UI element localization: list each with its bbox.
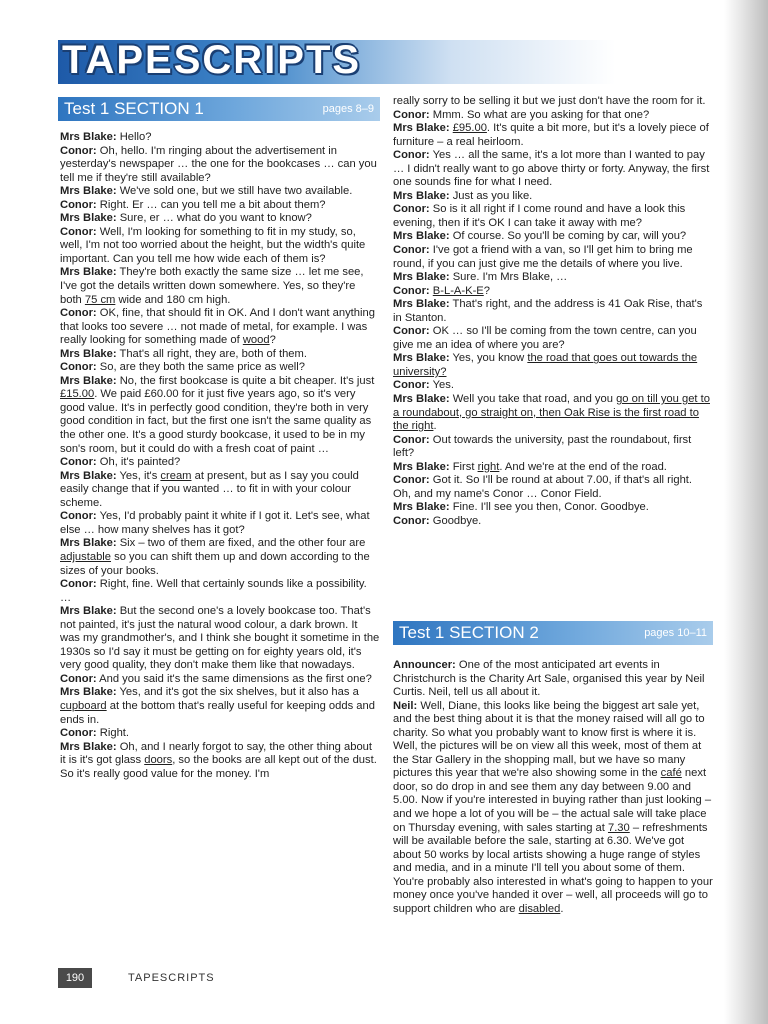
speaker-name: Mrs Blake: [393, 501, 450, 514]
section-1-header [58, 97, 380, 121]
line-text: at present, but as I say you could easily change that if you wanted … to fit in with your colour scheme. [60, 469, 359, 509]
speaker-name: Mrs Blake: [393, 271, 450, 284]
dialogue-line [393, 352, 713, 379]
line-text: OK, fine, that should fit in OK. And I don't want anything that looks too severe … not made of metal, for example. I was really looking for something made of [60, 307, 375, 347]
dialogue-line [393, 515, 713, 529]
underlined-answer: doors [144, 754, 173, 767]
line-text: No, the first bookcase is quite a bit cheaper. It's just [119, 374, 375, 387]
speaker-name: Conor: [60, 144, 97, 157]
line-text: at the bottom that's really useful for keeping odds and ends in. [60, 699, 375, 726]
speaker-name: Conor: [60, 510, 97, 523]
footer-label: TAPESCRIPTS [128, 972, 215, 984]
speaker-name: Mrs Blake: [393, 189, 450, 202]
underlined-answer: café [660, 767, 682, 780]
speaker-name: Conor: [60, 727, 97, 740]
line-text: Oh, hello. I'm ringing about the advertisement in yesterday's newspaper … the one for the bookcases … can you tell me if they're still available? [60, 144, 377, 184]
speaker-name: Conor: [60, 225, 97, 238]
dialogue-line [60, 199, 380, 213]
speaker-name: Conor: [60, 307, 97, 320]
dialogue-line [393, 244, 713, 271]
dialogue-line [60, 537, 380, 578]
line-text: . We paid £60.00 for it just five years ago, so it's very good value. It's in perfectly good condition, they're both in very good condition in fact, but the first one isn't the same quality as the other one. It's a good sturdy bookcase, it used to be in my son's room, but it could do with a fresh coat of paint … [60, 388, 372, 455]
speaker-name: Conor: [60, 672, 97, 685]
line-text: Well, Diane, this looks like being the biggest art sale yet, and the best thing about it is that the money raised will all go to charity. So what you probably want to know first is where it is. Well, the pictures will be on view all this week, most of them at the Star Gallery in the shopping mall, but we have so many pictures this year that we're also showing some in the [393, 699, 705, 780]
line-text: Right. [99, 727, 130, 740]
speaker-name: Mrs Blake: [393, 393, 450, 406]
line-text: Of course. So you'll be coming by car, will you? [452, 230, 687, 243]
line-text: Got it. So I'll be round at about 7.00, if that's all right. Oh, and my name's Conor … Conor Field. [393, 474, 693, 500]
underlined-answer: adjustable [60, 550, 112, 563]
section-1-pages: pages 8–9 [322, 103, 374, 115]
line-text: That's all right, they are, both of them. [119, 347, 307, 360]
underlined-answer: 7.30 [607, 821, 630, 834]
line-text: . It's quite a bit more, but it's a lovely piece of furniture – a real heirloom. [393, 122, 709, 148]
line-text: Well, I'm looking for something to fit in my study, so, well, I'm not too worried about the height, but the width's quite important. Can you tell me how wide each of them is? [60, 225, 366, 265]
speaker-name: Conor: [60, 198, 97, 211]
line-text: . And we're at the end of the road. [499, 460, 667, 473]
speaker-name: Conor: [393, 244, 430, 257]
line-text: next door, so do drop in and see them any day between 9.00 and 5.00. Now if you're interested in buying rather than just looking – and we hope a lot of you will be – the actual sale will take place on Thursday evening, with sales starting at [393, 767, 712, 834]
line-text: First [452, 460, 478, 473]
line-text: Sure, er … what do you want to know? [119, 212, 312, 225]
line-text: Oh, it's painted? [99, 456, 181, 469]
speaker-name: Mrs Blake: [393, 298, 450, 311]
speaker-name: Conor: [393, 325, 430, 338]
speaker-name: Conor: [393, 203, 430, 216]
speaker-name: Conor: [393, 433, 430, 446]
speaker-name: Conor: [393, 514, 430, 527]
line-text: Yes. [432, 379, 454, 392]
line-text: Right. Er … can you tell me a bit about them? [99, 198, 326, 211]
line-text: ? [269, 334, 276, 347]
line-text: Out towards the university, past the roundabout, first left? [393, 433, 692, 460]
speaker-name: Mrs Blake: [60, 374, 117, 387]
dialogue-line [393, 271, 713, 285]
line-text: So, are they both the same price as well? [99, 361, 305, 374]
line-text: – refreshments will be available before the sale, starting at 6.30. We've got about 50 works by local artists showing a huge range of styles and media, and in a minute I'll tell you about some of them. You're probably also interested in what's going to happen to your money once you've handed it over – well, all proceeds will go to support children who are [393, 821, 713, 915]
line-text: So is it all right if I come round and have a look this evening, then if it's OK I can take it away with me? [393, 203, 686, 229]
dialogue-line [393, 501, 713, 515]
speaker-name: Neil: [393, 699, 418, 712]
dialogue-line [60, 605, 380, 673]
dialogue-line [60, 510, 380, 537]
line-text: … [60, 591, 72, 604]
left-column [60, 131, 380, 781]
dialogue-line [60, 686, 380, 727]
dialogue-line [393, 461, 713, 475]
page-number: 190 [58, 968, 92, 988]
line-text: And you said it's the same dimensions as the first one? [99, 672, 372, 685]
underlined-answer: 75 cm [84, 293, 116, 306]
line-text: We've sold one, but we still have two available. [119, 185, 353, 198]
speaker-name: Mrs Blake: [60, 740, 117, 753]
underlined-answer: B-L-A-K-E [432, 284, 484, 297]
dialogue-line [60, 131, 380, 145]
dialogue-line [393, 190, 713, 204]
dialogue-line [60, 185, 380, 199]
line-text: Goodbye. [432, 514, 482, 527]
line-text: ? [483, 284, 490, 297]
dialogue-line [60, 212, 380, 226]
line-text: Right, fine. Well that certainly sounds like a possibility. [99, 578, 367, 591]
speaker-name: Mrs Blake: [60, 537, 117, 550]
line-text: Oh, and I nearly forgot to say, the other thing about it is it's got glass [60, 740, 372, 767]
dialogue-line [60, 226, 380, 267]
line-text: One of the most anticipated art events in Christchurch is the Charity Art Sale, organised this year by Neil Curtis. Neil, tell us all about it. [393, 659, 705, 699]
line-text: That's right, and the address is 41 Oak Rise, that's in Stanton. [393, 298, 703, 324]
line-text: , so the books are all kept out of the dust. So it's really good value for the money. I'm [60, 754, 377, 780]
dialogue-line [60, 741, 380, 782]
dialogue-line [393, 203, 713, 230]
dialogue-line [393, 434, 713, 461]
underlined-answer: wood [242, 334, 270, 347]
dialogue-line [60, 456, 380, 470]
line-text: Well you take that road, and you [452, 393, 617, 406]
line-text: OK … so I'll be coming from the town centre, can you give me an idea of where you are? [393, 325, 697, 351]
dialogue-line [60, 145, 380, 186]
page-title: TAPESCRIPTS [62, 38, 362, 82]
dialogue-line [393, 149, 713, 190]
speaker-name: Announcer: [393, 659, 456, 671]
dialogue-line [393, 109, 713, 123]
line-text: Yes, and it's got the six shelves, but it also has a [119, 686, 359, 699]
dialogue-line [393, 659, 713, 700]
speaker-name: Conor: [393, 379, 430, 392]
section-1-label: Test 1 SECTION 1 [64, 99, 204, 118]
line-text: But the second one's a lovely bookcase too. That's not painted, it's just the natural wood colour, a dark brown. It was my grandmother's, and I think she bought it sometime in the 1930s so I'd say it must be getting on for eighty years old, it's very good quality, they don't make them like that nowadays. [60, 605, 380, 672]
line-text: Fine. I'll see you then, Conor. Goodbye. [452, 501, 649, 514]
dialogue-line [60, 470, 380, 511]
line-text: I've got a friend with a van, so I'll get him to bring me round, if you can just give me the details of where you live. [393, 244, 693, 270]
dialogue-line [60, 727, 380, 741]
speaker-name: Conor: [60, 361, 97, 374]
line-text: Yes … all the same, it's a lot more than I wanted to pay … I didn't really want to go above thirty or forty. Anyway, the first one sounds fine for what I need. [393, 149, 710, 189]
line-text: . [560, 902, 564, 915]
section-2-header [393, 621, 713, 645]
speaker-name: Conor: [393, 474, 430, 487]
speaker-name: Mrs Blake: [60, 266, 117, 279]
speaker-name: Mrs Blake: [60, 212, 117, 225]
underlined-answer: right [477, 460, 500, 473]
dialogue-line [393, 285, 713, 299]
line-text: so you can shift them up and down according to the sizes of your books. [60, 550, 370, 577]
dialogue-line [393, 393, 713, 434]
dialogue-line [393, 700, 713, 917]
speaker-name: Mrs Blake: [60, 469, 117, 482]
dialogue-line [393, 95, 713, 109]
dialogue-line [393, 379, 713, 393]
dialogue-line [60, 592, 380, 606]
speaker-name: Mrs Blake: [60, 185, 117, 198]
right-column-bottom [393, 659, 713, 916]
speaker-name: Conor: [60, 578, 97, 591]
speaker-name: Mrs Blake: [60, 347, 117, 360]
speaker-name: Conor: [393, 149, 430, 162]
speaker-name: Conor: [393, 284, 430, 297]
underlined-answer: the road that goes out towards the university? [393, 352, 698, 378]
page-edge-shadow [724, 0, 768, 1024]
line-text: Yes, you know [452, 352, 528, 365]
line-text: really sorry to be selling it but we just don't have the room for it. [393, 95, 706, 107]
line-text: Sure. I'm Mrs Blake, … [452, 271, 568, 284]
dialogue-line [60, 375, 380, 456]
dialogue-line [60, 361, 380, 375]
underlined-answer: cream [160, 469, 192, 482]
speaker-name: Conor: [393, 108, 430, 121]
dialogue-line [393, 230, 713, 244]
line-text: Just as you like. [452, 189, 533, 202]
line-text: Mmm. So what are you asking for that one? [432, 108, 650, 121]
line-text: . [433, 420, 437, 433]
dialogue-line [60, 307, 380, 348]
underlined-answer: go on till you get to a roundabout, go straight on, then Oak Rise is the first road to the right [393, 393, 710, 433]
dialogue-line [393, 325, 713, 352]
line-text: Six – two of them are fixed, and the other four are [119, 537, 366, 550]
dialogue-line [393, 122, 713, 149]
speaker-name: Mrs Blake: [393, 122, 450, 135]
line-text: wide and 180 cm high. [115, 293, 231, 306]
underlined-answer: disabled [518, 902, 561, 915]
line-text: Hello? [119, 131, 152, 143]
line-text: Yes, I'd probably paint it white if I got it. Let's see, what else … how many shelves has it got? [60, 510, 370, 536]
line-text: They're both exactly the same size … let me see, I've got the details written down somewhere. Yes, so they're both [60, 266, 364, 306]
line-text: Yes, it's [119, 469, 161, 482]
right-column-top [393, 95, 713, 529]
dialogue-line [60, 266, 380, 307]
speaker-name: Mrs Blake: [60, 686, 117, 699]
underlined-answer: £15.00 [60, 388, 95, 401]
dialogue-line [60, 578, 380, 592]
dialogue-line [393, 298, 713, 325]
dialogue-line [60, 348, 380, 362]
underlined-answer: cupboard [60, 699, 107, 712]
speaker-name: Mrs Blake: [393, 230, 450, 243]
speaker-name: Mrs Blake: [393, 352, 450, 365]
section-2-pages: pages 10–11 [644, 627, 707, 639]
section-2-label: Test 1 SECTION 2 [399, 623, 539, 642]
underlined-answer: £95.00 [452, 122, 487, 135]
dialogue-line [393, 474, 713, 501]
speaker-name: Conor: [60, 456, 97, 469]
dialogue-line [60, 673, 380, 687]
speaker-name: Mrs Blake: [60, 131, 117, 143]
speaker-name: Mrs Blake: [60, 605, 117, 618]
speaker-name: Mrs Blake: [393, 460, 450, 473]
